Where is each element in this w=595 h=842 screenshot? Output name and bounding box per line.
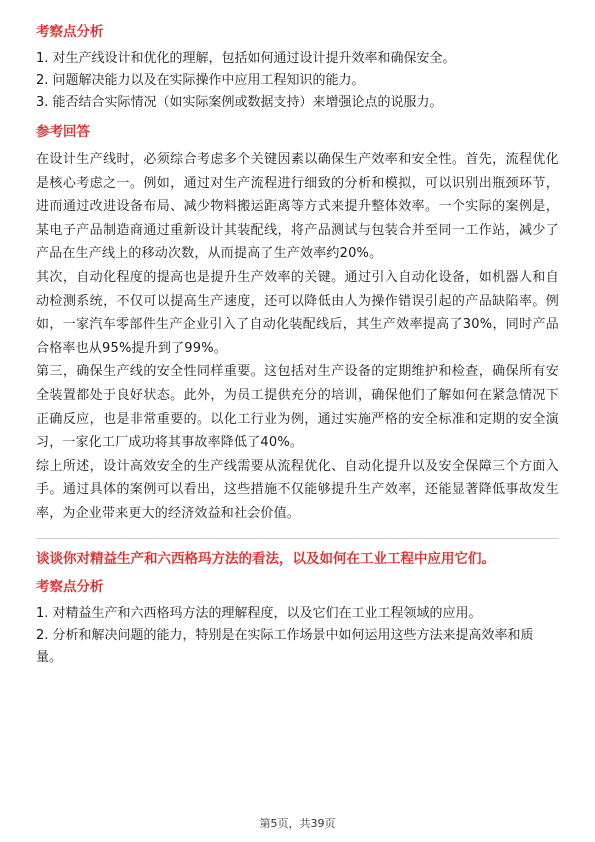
document-page (36, 22, 559, 669)
analysis-points-2 (36, 603, 559, 669)
answer-paragraph: 第三，确保生产线的安全性同样重要。这包括对生产设备的定期维护和检查，确保所有安全装置都处于良好状态。此外，为员工提供充分的培训，确保他们了解如何在紧急情况下正确反应，也是非常重要的。以化工行业为例，通过实施严格的安全标准和定期的安全演习，一家化工厂成功将其事故率降低了40%。 (36, 364, 559, 451)
answer-paragraph: 在设计生产线时，必须综合考虑多个关键因素以确保生产效率和安全性。首先，流程优化是核心考虑之一。例如，通过对生产流程进行细致的分析和模拟，可以识别出瓶颈环节，进而通过改进设备布局、减少物料搬运距离等方式来提升整体效率。一个实际的案例是，某电子产品制造商通过重新设计其装配线，将产品测试与包装合并至同一工作站，减少了产品在生产线上的移动次数，从而提高了生产效率约20%。 (36, 152, 559, 262)
analysis-point: 2. 分析和解决问题的能力，特别是在实际工作场景中如何运用这些方法来提高效率和质量。 (36, 627, 534, 665)
analysis-heading-1: 考察点分析 (36, 24, 104, 40)
answer-body (36, 148, 559, 526)
question-heading: 谈谈你对精益生产和六西格玛方法的看法，以及如何在工业工程中应用它们。 (36, 550, 495, 567)
answer-paragraph: 其次，自动化程度的提高也是提升生产效率的关键。通过引入自动化设备，如机器人和自动检测系统，不仅可以提高生产速度，还可以降低由人为操作错误引起的产品缺陷率。例如，一家汽车零部件生产企业引入了自动化装配线后，其生产效率提高了30%，同时产品合格率也从95%提升到了99%。 (36, 269, 559, 356)
analysis-points-1 (36, 48, 559, 114)
page-footer: 第5页，共39页 (259, 817, 336, 830)
section-divider (36, 538, 559, 539)
answer-heading: 参考回答 (36, 124, 90, 140)
analysis-point: 1. 对精益生产和六西格玛方法的理解程度，以及它们在工业工程领域的应用。 (36, 605, 482, 621)
answer-paragraph: 综上所述，设计高效安全的生产线需要从流程优化、自动化提升以及安全保障三个方面入手。通过具体的案例可以看出，这些措施不仅能够提升生产效率，还能显著降低事故发生率，为企业带来更大的经济效益和社会价值。 (36, 458, 559, 521)
analysis-point: 2. 问题解决能力以及在实际操作中应用工程知识的能力。 (36, 73, 365, 88)
analysis-point: 3. 能否结合实际情况（如实际案例或数据支持）来增强论点的说服力。 (36, 95, 443, 110)
analysis-heading-2: 考察点分析 (36, 578, 104, 595)
analysis-point: 1. 对生产线设计和优化的理解，包括如何通过设计提升效率和确保安全。 (36, 51, 456, 66)
